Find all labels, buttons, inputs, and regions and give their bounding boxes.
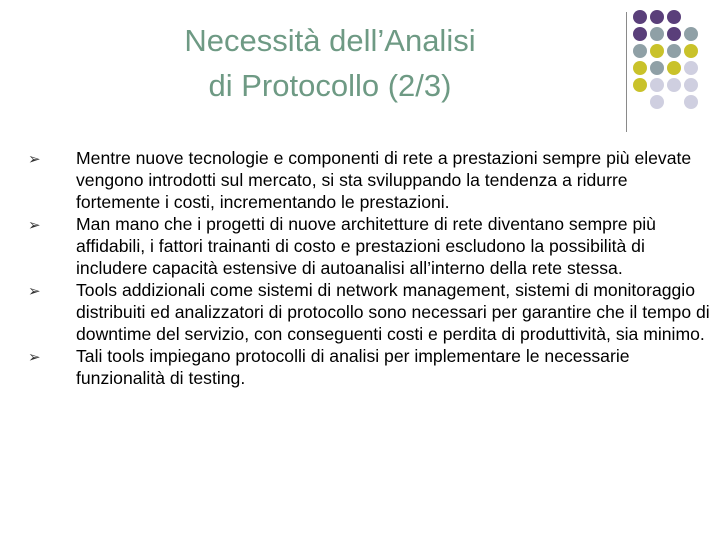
- decorative-dot: [650, 44, 664, 58]
- decorative-dot: [650, 61, 664, 75]
- bullet-text: Man mano che i progetti di nuove architetture di rete diventano sempre più affidabili, i fattori trainanti di costo e prestazioni escludono la possibilità di includere capacità estensive di autoanalisi all’interno della rete stessa.: [76, 214, 656, 278]
- decorative-dot: [684, 61, 698, 75]
- decorative-dot: [633, 78, 647, 92]
- decorative-dot: [667, 78, 681, 92]
- decorative-dot: [684, 44, 698, 58]
- arrow-bullet-icon: ➢: [28, 217, 41, 234]
- decorative-dot: [684, 78, 698, 92]
- decorative-dot: [667, 27, 681, 41]
- vertical-divider: [626, 12, 627, 132]
- decorative-dot: [633, 44, 647, 58]
- decorative-dot: [684, 27, 698, 41]
- title-line-2: di Protocollo (2/3): [208, 68, 452, 103]
- decorative-dot-grid: [0, 0, 720, 140]
- bullet-item: [28, 213, 712, 279]
- arrow-bullet-icon: ➢: [28, 283, 41, 300]
- decorative-dot: [684, 95, 698, 109]
- decorative-dot: [667, 10, 681, 24]
- bullet-item: [28, 345, 712, 389]
- bullet-text: Tali tools impiegano protocolli di analisi per implementare le necessarie funzionalità di testing.: [76, 346, 630, 388]
- bullet-text: Mentre nuove tecnologie e componenti di rete a prestazioni sempre più elevate vengono introdotti sul mercato, si sta sviluppando la tendenza a ridurre fortemente i costi, incrementando le prestazioni.: [76, 148, 692, 212]
- bullet-list: [28, 147, 712, 389]
- decorative-dot: [633, 61, 647, 75]
- decorative-dot: [633, 10, 647, 24]
- decorative-dot: [650, 95, 664, 109]
- arrow-bullet-icon: ➢: [28, 151, 41, 168]
- decorative-dot: [650, 27, 664, 41]
- arrow-bullet-icon: ➢: [28, 349, 41, 366]
- bullet-text: Tools addizionali come sistemi di network management, sistemi di monitoraggio distribuiti ed analizzatori di protocollo sono necessari per garantire che il tempo di downtime del servizio, con conseguenti costi e perdita di produttività, sia minimo.: [76, 280, 710, 344]
- decorative-dot: [650, 10, 664, 24]
- bullet-item: [28, 279, 712, 345]
- title-line-1: Necessità dell’Analisi: [184, 23, 476, 58]
- decorative-dot: [667, 61, 681, 75]
- decorative-dot: [650, 78, 664, 92]
- decorative-dot: [667, 44, 681, 58]
- bullet-item: [28, 147, 712, 213]
- decorative-dot: [633, 27, 647, 41]
